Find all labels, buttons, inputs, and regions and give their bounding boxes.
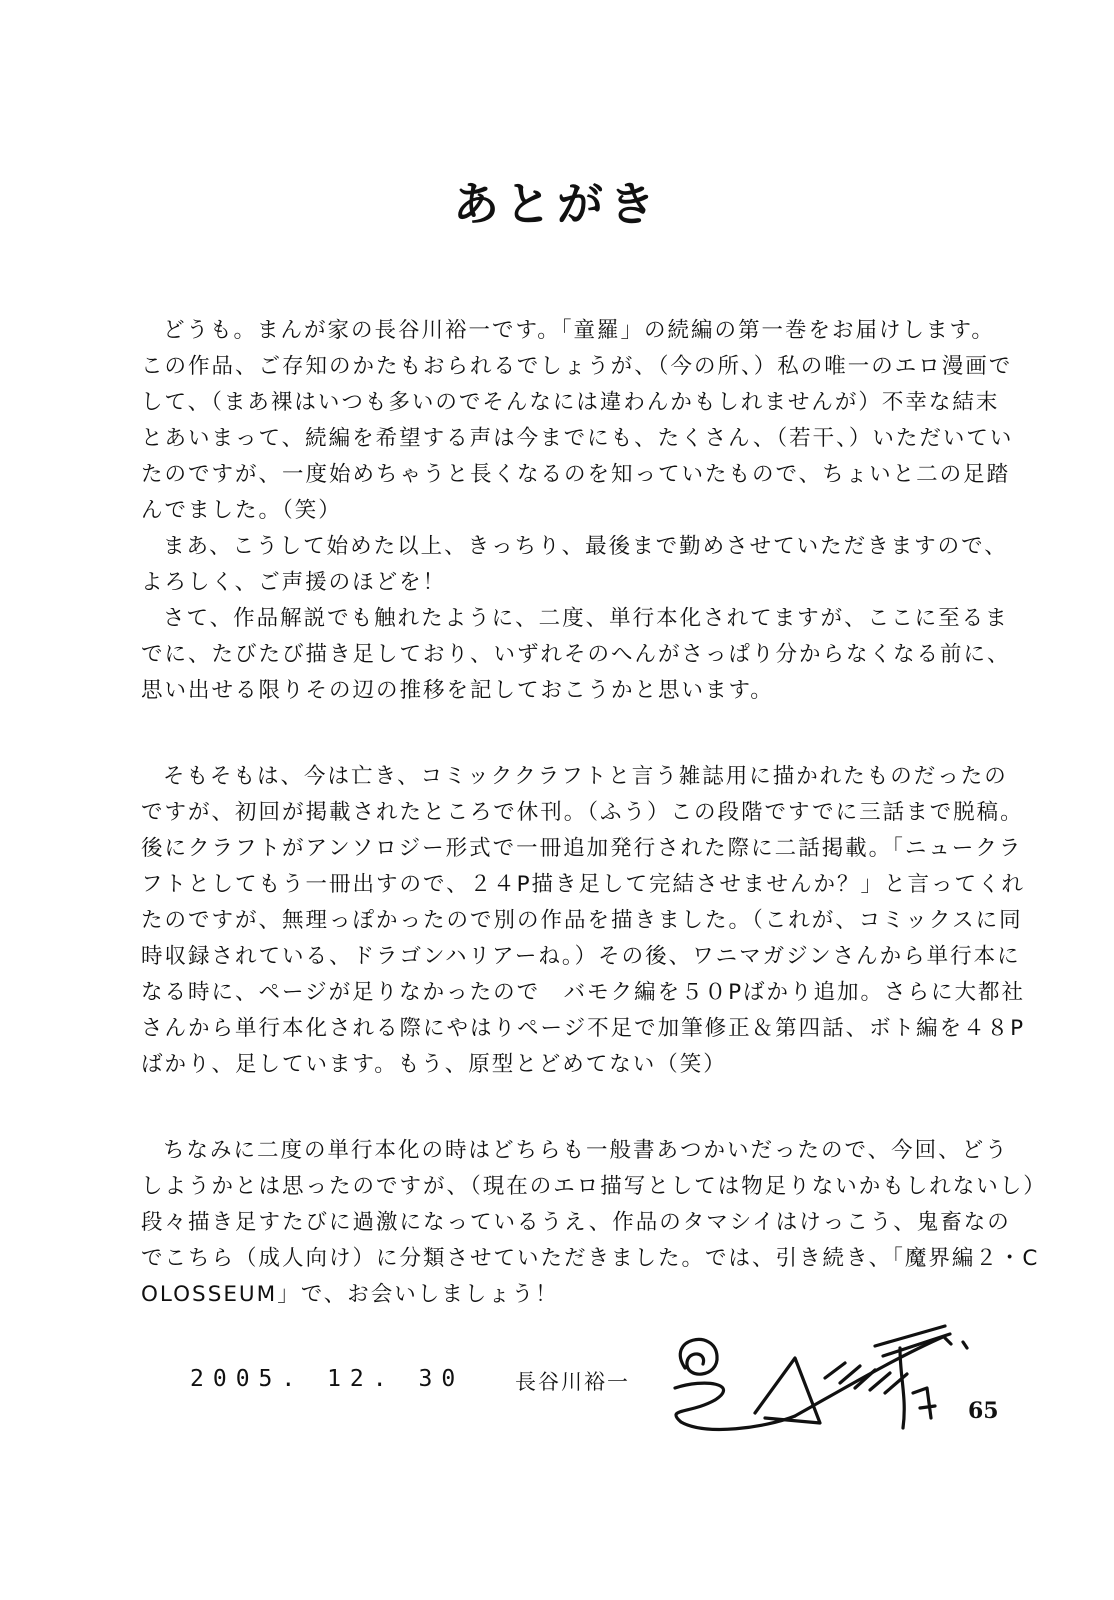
text-line: 時収録されている、ドラゴンハリアーね。）その後、ワニマガジンさんから単行本に	[141, 944, 1021, 969]
text-line: とあいまって、続編を希望する声は今までにも、たくさん、（若干、）いただいてい	[141, 426, 1014, 451]
text-line: ちなみに二度の単行本化の時はどちらも一般書あつかいだったので、今回、どう	[163, 1138, 1009, 1163]
signature-stroke	[755, 1358, 820, 1423]
text-line: さんから単行本化される際にやはりページ不足で加筆修正＆第四話、ボト編を４８P	[141, 1016, 1026, 1041]
date: 2005. 12. 30	[190, 1366, 465, 1392]
text-line: そもそもは、今は亡き、コミッククラフトと言う雑誌用に描かれたものだったの	[163, 764, 1008, 789]
text-line: たのですが、無理っぽかったので別の作品を描きました。（これが、コミックスに同	[141, 908, 1023, 933]
page-title: あとがき	[453, 177, 661, 231]
text-line: さて、作品解説でも触れたように、二度、単行本化されてますが、ここに至るま	[163, 606, 1009, 631]
text-line: まあ、こうして始めた以上、きっちり、最後まで勤めさせていただきますので、	[163, 534, 1008, 559]
text-line: よろしく、ご声援のほどを！	[141, 570, 447, 595]
signature-stroke	[945, 1338, 967, 1348]
page-number: 65	[968, 1398, 999, 1424]
text-line: でこちら（成人向け）に分類させていただきました。では、引き続き、「魔界編２・C	[141, 1246, 1040, 1271]
text-line: して、（まあ裸はいつも多いのでそんなには違わんかもしれませんが）不幸な結末	[141, 390, 1000, 415]
signature	[645, 1318, 985, 1443]
text-line: この作品、ご存知のかたもおられるでしょうが、（今の所、）私の唯一のエロ漫画で	[141, 354, 1013, 379]
text-line: どうも。まんが家の長谷川裕一です。「童羅」の続編の第一巻をお届けします。	[163, 318, 995, 343]
text-line: ですが、初回が掲載されたところで休刊。（ふう）この段階ですでに三話まで脱稿。	[141, 800, 1024, 825]
text-line: でに、たびたび描き足しており、いずれそのへんがさっぱり分からなくなる前に、	[141, 642, 1011, 667]
signature-stroke	[675, 1383, 795, 1429]
signature-stroke	[680, 1339, 717, 1374]
text-line: んでました。（笑）	[141, 498, 342, 523]
text-line: ばかり、足しています。もう、原型とどめてない（笑）	[141, 1052, 727, 1077]
text-line: 思い出せる限りその辺の推移を記しておこうかと思います。	[141, 678, 774, 703]
author-name: 長谷川裕一	[515, 1370, 630, 1394]
signature-stroke	[913, 1388, 935, 1418]
signature-text: 長谷川裕一	[645, 1442, 650, 1443]
signature-stroke	[825, 1363, 907, 1393]
signature-stroke	[900, 1348, 904, 1428]
text-line: 後にクラフトがアンソロジー形式で一冊追加発行された際に二話掲載。「ニュークラ	[141, 836, 1023, 861]
text-line: フトとしてもう一冊出すので、２４P描き足して完結させませんか？」と言ってくれ	[141, 872, 1026, 897]
text-line: たのですが、一度始めちゃうと長くなるのを知っていたもので、ちょいと二の足踏	[141, 462, 1011, 487]
text-line: OLOSSEUM」で、お会いしましょう！	[141, 1282, 559, 1307]
text-line: なる時に、ページが足りなかったので バモク編を５０Pばかり追加。さらに大都社	[141, 980, 1026, 1005]
text-line: 段々描き足すたびに過激になっているうえ、作品のタマシイはけっこう、鬼畜なの	[141, 1210, 1011, 1235]
text-line: しようかとは思ったのですが、（現在のエロ描写としては物足りないかもしれないし）	[141, 1174, 1047, 1199]
